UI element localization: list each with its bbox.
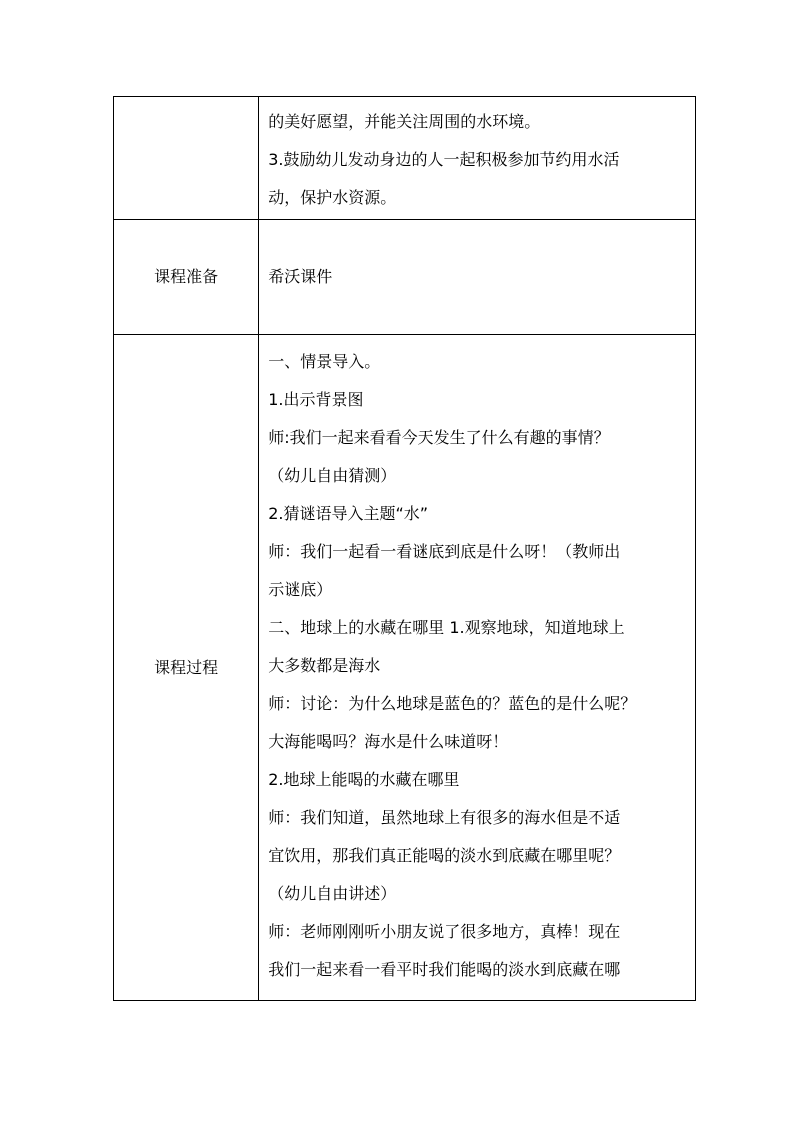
content-line: 3.鼓励幼儿发动身边的人一起积极参加节约用水活 [268,150,620,169]
content-line: 2.地球上能喝的水藏在哪里 [268,770,460,789]
content-line: 师:我们一起来看看今天发生了什么有趣的事情？ [268,428,610,447]
row-content-preparation [259,220,696,335]
content-line: 的美好愿望，并能关注周围的水环境。 [268,112,541,131]
row-label-goals [114,97,259,220]
lesson-plan-table [113,96,696,1001]
content-line: 我们一起来看一看平时我们能喝的淡水到底藏在哪 [268,960,621,979]
content-line: （幼儿自由猜测） [268,466,397,485]
content-line: 示谜底） [268,580,333,599]
content-line: （幼儿自由讲述） [268,884,397,903]
row-content-goals [259,97,696,220]
table-row-process [114,335,696,1001]
content-line: 宜饮用，那我们真正能喝的淡水到底藏在哪里呢？ [268,846,621,865]
content-line: 师：讨论：为什么地球是蓝色的？蓝色的是什么呢？ [268,694,637,713]
table-row-preparation [114,220,696,335]
content-line: 师：老师刚刚听小朋友说了很多地方，真棒！现在 [268,922,621,941]
content-line: 大海能喝吗？海水是什么味道呀！ [268,732,509,751]
row-label-preparation: 课程准备 [114,220,259,335]
row-label-process: 课程过程 [114,335,259,1001]
content-line: 师：我们一起看一看谜底到底是什么呀！（教师出 [268,542,621,561]
content-line: 一、情景导入。 [268,352,381,371]
content-line: 2.猜谜语导入主题“水” [268,504,429,523]
content-line: 大多数都是海水 [268,656,381,675]
content-line: 希沃课件 [268,267,333,286]
content-line: 动，保护水资源。 [268,188,397,207]
row-content-process [259,335,696,1001]
content-line: 师：我们知道，虽然地球上有很多的海水但是不适 [268,808,621,827]
content-line: 二、地球上的水藏在哪里 1.观察地球，知道地球上 [268,618,625,637]
content-line: 1.出示背景图 [268,390,364,409]
table-row-goals [114,97,696,220]
